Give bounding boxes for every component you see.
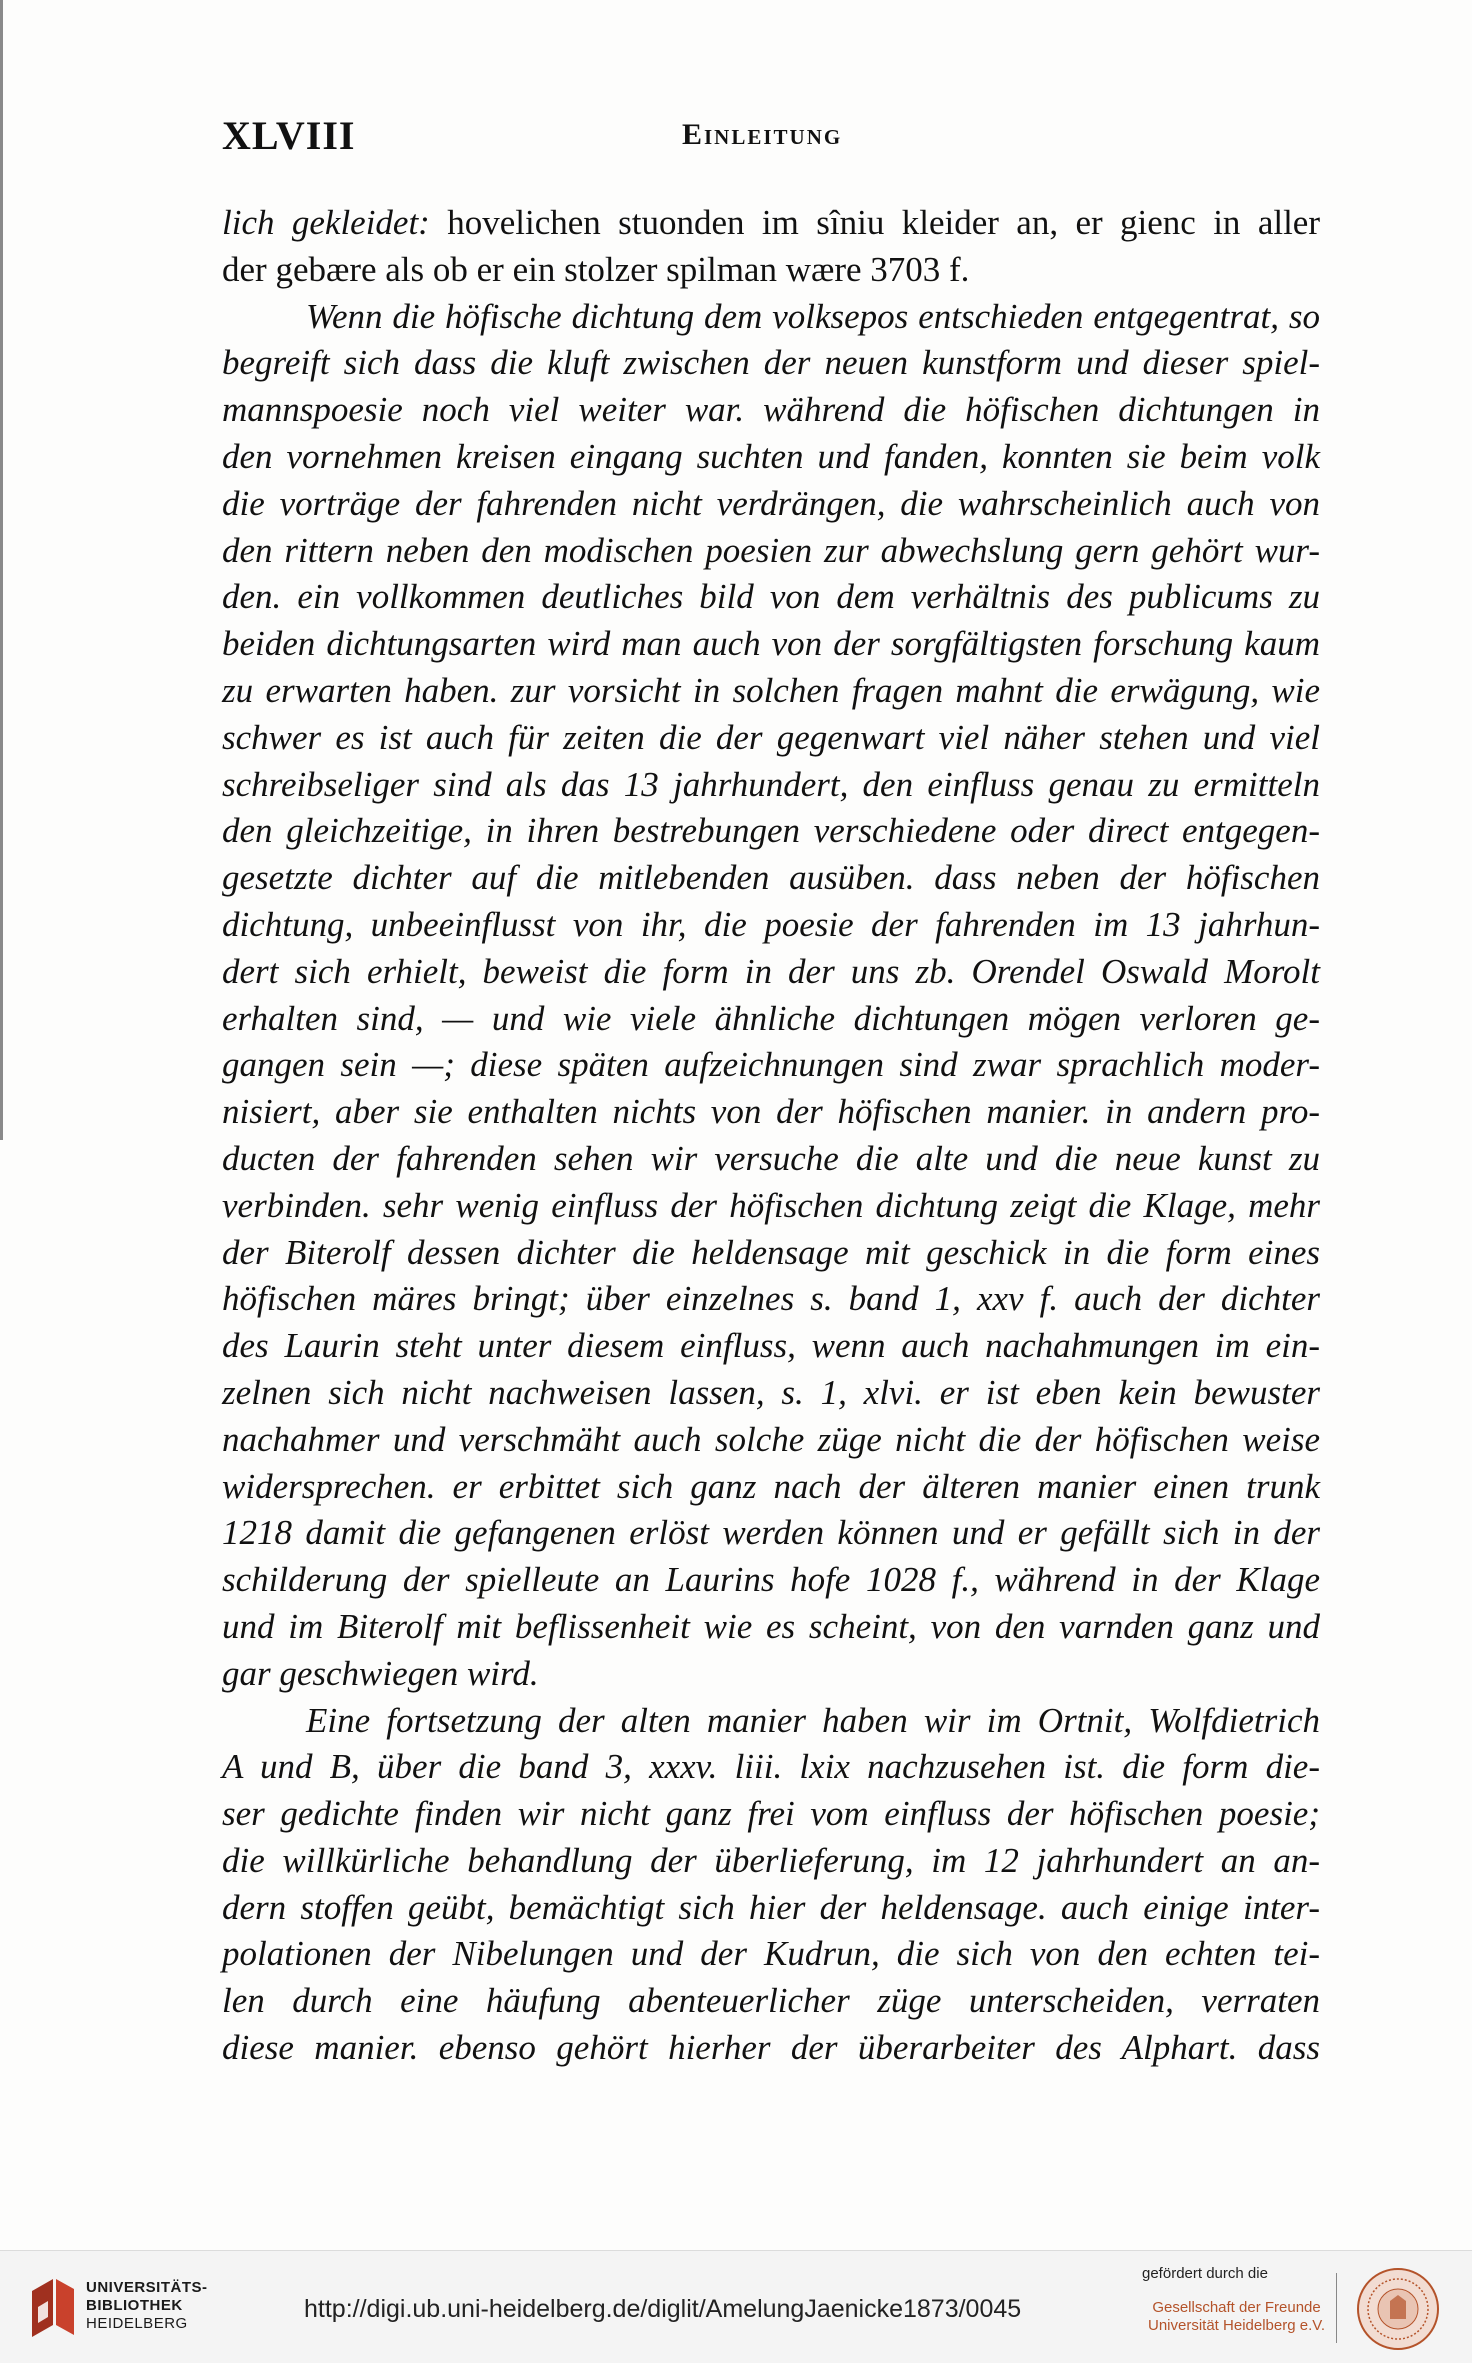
line-text: hovelichen stuonden im sîniu kleider an, er gienc in aller: [429, 203, 1320, 242]
text-line: ducten der fahrenden sehen wir versuche die alte und die neue kunst zu: [222, 1138, 1320, 1178]
page-number: XLVIII: [222, 113, 356, 158]
text-line: gangen sein —; diese späten aufzeichnungen sind zwar sprachlich moder-: [222, 1045, 1320, 1085]
university-library-logo: [28, 2277, 78, 2341]
text-line: Eine fortsetzung der alten manier haben wir im Ortnit, Wolfdietrich: [306, 1700, 1320, 1740]
funded-by-label: gefördert durch die: [1142, 2265, 1268, 2282]
text-line: gar geschwiegen wird.: [222, 1653, 539, 1693]
text-line: nisiert, aber sie enthalten nichts von der höfischen manier. in andern pro-: [222, 1092, 1320, 1132]
text-line: Wenn die höfische dichtung dem volksepos entschieden entgegentrat, so: [306, 296, 1320, 336]
footer-bar: [0, 2250, 1472, 2363]
text-line: den gleichzeitige, in ihren bestrebungen verschiedene oder direct entgegen-: [222, 811, 1320, 851]
text-line: den vornehmen kreisen eingang suchten und fanden, konnten sie beim volk: [222, 436, 1320, 476]
line-text: der gebære als ob er ein stolzer spilman wære 3703 f.: [222, 249, 970, 289]
text-line: beiden dichtungsarten wird man auch von der sorgfältigsten forschung kaum: [222, 624, 1320, 664]
permalink-url[interactable]: http://digi.ub.uni-heidelberg.de/diglit/AmelungJaenicke1873/0045: [304, 2295, 1022, 2323]
text-line: gesetzte dichter auf die mitlebenden ausüben. dass neben der höfischen: [222, 858, 1320, 898]
text-line: erhalten sind, — und wie viele ähnliche dichtungen mögen verloren ge-: [222, 998, 1320, 1038]
text-line: schilderung der spielleute an Laurins hofe 1028 f., während in der Klage: [222, 1560, 1320, 1600]
text-line: [222, 247, 1320, 294]
text-line: A und B, über die band 3, xxxv. liii. lxix nachzusehen ist. die form die-: [222, 1747, 1320, 1787]
text-line: höfischen märes bringt; über einzelnes s. band 1, xxv f. auch der dichter: [222, 1279, 1320, 1319]
text-line: diese manier. ebenso gehört hierher der überarbeiter des Alphart. dass: [222, 2028, 1320, 2068]
university-seal: [1356, 2267, 1440, 2351]
body-text: [222, 200, 1320, 2072]
text-line: dert sich erhielt, beweist die form in der uns zb. Orendel Oswald Morolt: [222, 951, 1320, 991]
footer-divider: [1336, 2273, 1337, 2343]
text-line: die willkürliche behandlung der überlieferung, im 12 jahrhundert an an-: [222, 1840, 1320, 1880]
text-line: dern stoffen geübt, bemächtigt sich hier der heldensage. auch einige inter-: [222, 1887, 1320, 1927]
text-line: nachahmer und verschmäht auch solche züge nicht die der höfischen weise: [222, 1419, 1320, 1459]
text-line: 1218 damit die gefangenen erlöst werden können und er gefällt sich in der: [222, 1513, 1320, 1553]
text-line: des Laurin steht unter diesem einfluss, wenn auch nachahmungen im ein-: [222, 1326, 1320, 1366]
society-name: Gesellschaft der Freunde Universität Heidelberg e.V.: [1148, 2299, 1326, 2334]
text-line: und im Biterolf mit beflissenheit wie es scheint, von den varnden ganz und: [222, 1606, 1320, 1646]
text-line: zu erwarten haben. zur vorsicht in solchen fragen mahnt die erwägung, wie: [222, 670, 1320, 710]
text-line: zelnen sich nicht nachweisen lassen, s. 1, xlvi. er ist eben kein bewuster: [222, 1372, 1320, 1412]
scan-edge: [0, 0, 3, 1140]
text-line: begreift sich dass die kluft zwischen der neuen kunstform und dieser spiel-: [222, 343, 1320, 383]
library-name: UNIVERSITÄTS- BIBLIOTHEK HEIDELBERG: [86, 2279, 208, 2332]
text-line: mannspoesie noch viel weiter war. während die höfischen dichtungen in: [222, 390, 1320, 430]
text-line: [222, 200, 1320, 247]
text-line: der Biterolf dessen dichter die heldensage mit geschick in die form eines: [222, 1232, 1320, 1272]
running-head: [222, 112, 1322, 162]
text-line: schreibseliger sind als das 13 jahrhundert, den einfluss genau zu ermitteln: [222, 764, 1320, 804]
text-line: polationen der Nibelungen und der Kudrun, die sich von den echten tei-: [222, 1934, 1320, 1974]
section-title: Einleitung: [682, 118, 843, 151]
text-line: die vorträge der fahrenden nicht verdrängen, die wahrscheinlich auch von: [222, 483, 1320, 523]
text-line: schwer es ist auch für zeiten die der gegenwart viel näher stehen und viel: [222, 717, 1320, 757]
text-line: len durch eine häufung abenteuerlicher züge unterscheiden, verraten: [222, 1981, 1320, 2021]
text-line: verbinden. sehr wenig einfluss der höfischen dichtung zeigt die Klage, mehr: [222, 1185, 1320, 1225]
text-line: dichtung, unbeeinflusst von ihr, die poesie der fahrenden im 13 jahrhun-: [222, 904, 1320, 944]
text-line: widersprechen. er erbittet sich ganz nach der älteren manier einen trunk: [222, 1466, 1320, 1506]
italic-lead: lich gekleidet:: [222, 203, 430, 242]
text-line: den rittern neben den modischen poesien zur abwechslung gern gehört wur-: [222, 530, 1320, 570]
text-line: ser gedichte finden wir nicht ganz frei vom einfluss der höfischen poesie;: [222, 1794, 1320, 1834]
text-line: den. ein vollkommen deutliches bild von dem verhältnis des publicums zu: [222, 577, 1320, 617]
